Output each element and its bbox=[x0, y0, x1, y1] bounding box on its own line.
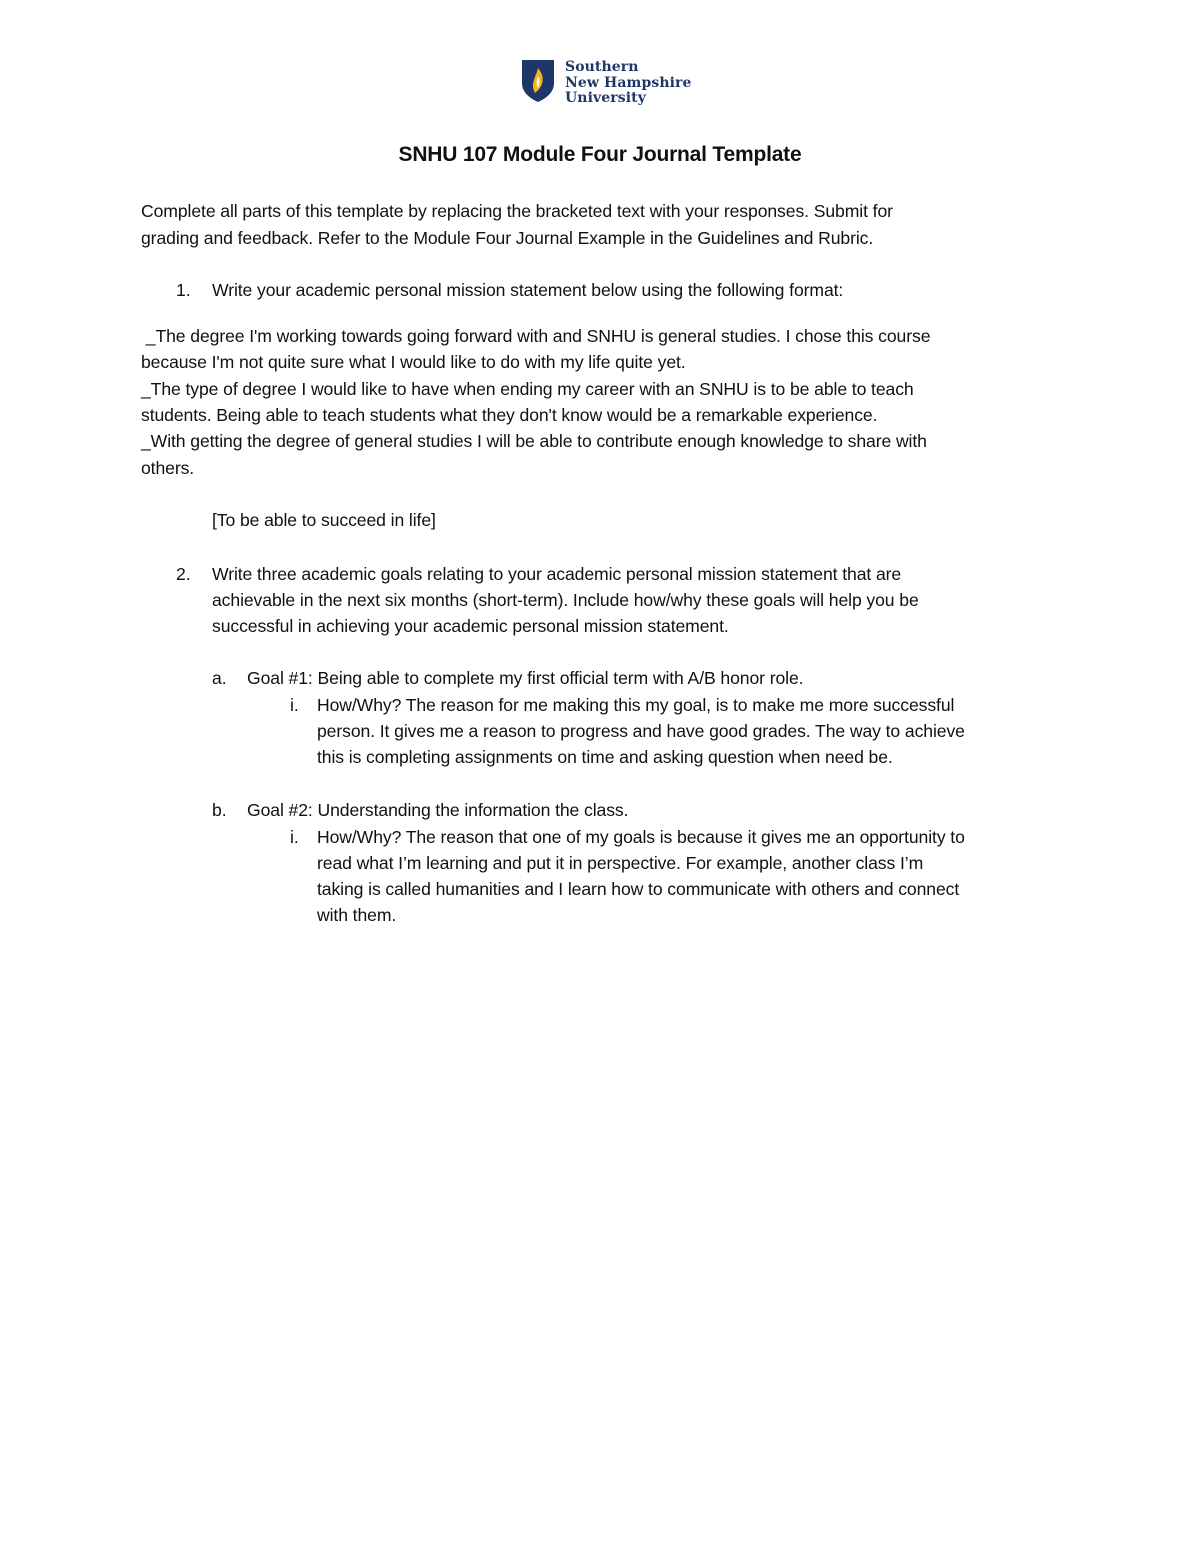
response1-line-4: students. Being able to teach students what they don't know would be a remarkable experience. bbox=[141, 405, 878, 425]
shield-flame-icon bbox=[521, 59, 555, 103]
goal-b-line-3: taking is called humanities and I learn how to communicate with others and connect bbox=[317, 879, 960, 899]
q1-number: 1. bbox=[176, 280, 191, 300]
q2-line-3: successful in achieving your academic personal mission statement. bbox=[212, 616, 729, 636]
goal-b-marker: b. bbox=[212, 800, 227, 820]
response1-line-3: _The type of degree I would like to have when ending my career with an SNHU is to be able to teach bbox=[141, 379, 914, 399]
q1-prompt: Write your academic personal mission statement below using the following format: bbox=[212, 280, 844, 300]
logo-line-university: University bbox=[565, 90, 646, 106]
snhu-logo bbox=[521, 59, 692, 107]
goal-a-line-1: How/Why? The reason for me making this my goal, is to make me more successful bbox=[317, 695, 955, 715]
goal-a-marker: a. bbox=[212, 668, 227, 688]
bracketed-response: [To be able to succeed in life] bbox=[212, 510, 436, 530]
intro-line-2: grading and feedback. Refer to the Module Four Journal Example in the Guidelines and Rubric. bbox=[141, 228, 874, 248]
goal-b-line-1: How/Why? The reason that one of my goals is because it gives me an opportunity to bbox=[317, 827, 965, 847]
goal-b-text: Goal #2: Understanding the information the class. bbox=[247, 800, 629, 820]
intro-line-1: Complete all parts of this template by replacing the bracketed text with your responses. Submit for bbox=[141, 201, 893, 221]
goal-b-sub-marker: i. bbox=[290, 827, 299, 847]
q2-line-2: achievable in the next six months (short-term). Include how/why these goals will help you be bbox=[212, 590, 919, 610]
goal-b-line-2: read what I’m learning and put it in perspective. For example, another class I’m bbox=[317, 853, 924, 873]
goal-b-line-4: with them. bbox=[317, 905, 397, 925]
logo-line-southern: Southern bbox=[565, 59, 639, 75]
response1-line-2: because I'm not quite sure what I would like to do with my life quite yet. bbox=[141, 352, 686, 372]
q2-number: 2. bbox=[176, 564, 191, 584]
goal-a-line-3: this is completing assignments on time and asking question when need be. bbox=[317, 747, 893, 767]
page-title: SNHU 107 Module Four Journal Template bbox=[398, 143, 802, 166]
goal-a-line-2: person. It gives me a reason to progress and have good grades. The way to achieve bbox=[317, 721, 965, 741]
response1-line-6: others. bbox=[141, 458, 195, 478]
goal-a-text: Goal #1: Being able to complete my first official term with A/B honor role. bbox=[247, 668, 804, 688]
goal-a-sub-marker: i. bbox=[290, 695, 299, 715]
q2-line-1: Write three academic goals relating to your academic personal mission statement that are bbox=[212, 564, 902, 584]
response1-line-5: _With getting the degree of general studies I will be able to contribute enough knowledge to share with bbox=[141, 431, 927, 451]
logo-wordmark bbox=[565, 60, 692, 107]
logo-line-new-hampshire: New Hampshire bbox=[565, 74, 692, 91]
response1-line-1: _The degree I'm working towards going forward with and SNHU is general studies. I chose this course bbox=[141, 326, 931, 346]
